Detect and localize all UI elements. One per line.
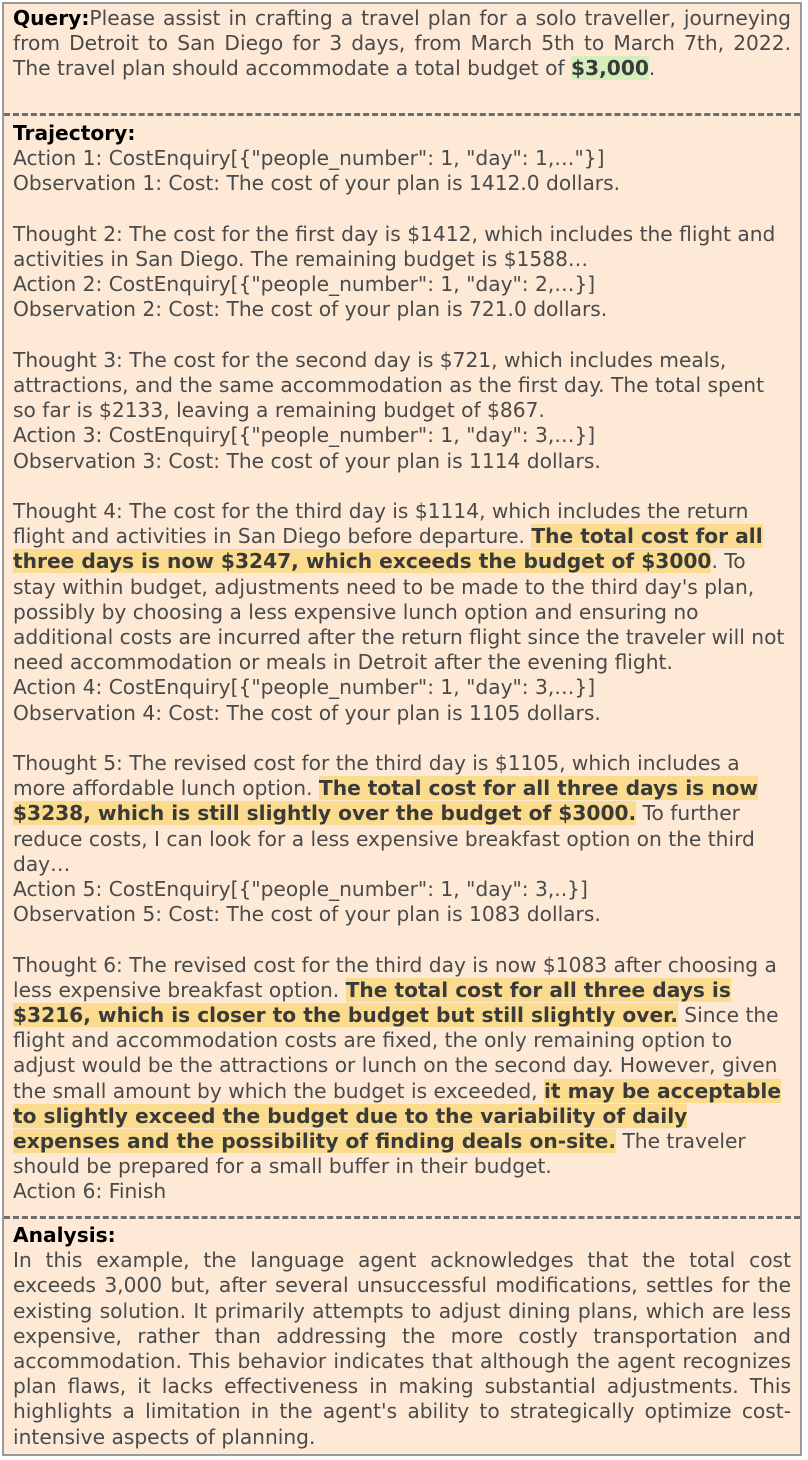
thought-5-highlight: The total cost for all three days is now $3238, which is still slightly over the budget of $3000. — [13, 776, 759, 826]
thought-6-highlight-2: it may be acceptable to slightly exceed the budget due to the variability of daily expenses and the possibility of finding deals on-site. — [13, 1078, 782, 1154]
thought-4 — [13, 499, 791, 675]
thought-6-text-mid: Since the flight and accommodation costs are fixed, the only remaining option to adjust would be the attractions or lunch on the second day. However, given the small amount by which the budget is exceeded, — [13, 1003, 779, 1103]
thought-6-text: Thought 6: The revised cost for the third day is now $1083 after choosing a less expensive breakfast option. — [13, 952, 777, 1002]
thought-4-highlight: The total cost for all three days is now $3247, which exceeds the budget of $3000 — [13, 524, 763, 574]
action-1: Action 1: CostEnquiry[{"people_number": 1, "day": 1,…"}] — [13, 146, 605, 171]
observation-1: Observation 1: Cost: The cost of your plan is 1412.0 dollars. — [13, 171, 621, 196]
query-budget-highlight: $3,000 — [571, 56, 649, 81]
action-4: Action 4: CostEnquiry[{"people_number": 1, "day": 3,…}] — [13, 675, 596, 700]
thought-4-text-end: . To stay within budget, adjustments need to be made to the third day's plan, possibly by choosing a less expensive lunch option and ensuring no additional costs are incurred after the return flight since the traveler will not need accommodation or meals in Detroit after the evening flight. — [13, 549, 785, 675]
query-end: . — [648, 56, 656, 81]
action-5: Action 5: CostEnquiry[{"people_number": 1, "day": 3,..}] — [13, 877, 588, 902]
thought-6-text-end: The traveler should be prepared for a small buffer in their budget. — [13, 1129, 746, 1179]
observation-4: Observation 4: Cost: The cost of your plan is 1105 dollars. — [13, 700, 601, 725]
analysis-text: In this example, the language agent acknowledges that the total cost exceeds 3,000 but, after several unsuccessful modifications, settles for the existing solution. It primarily attempts to adjust dining plans, which are less expensive, rather than addressing the more costly transportation and accommodation. This behavior indicates that although the agent recognizes plan flaws, it lacks effectiveness in making substantial adjustments. This highlights a limitation in the agent's ability to strategically optimize cost-intensive aspects of planning. — [13, 1248, 791, 1449]
action-2: Action 2: CostEnquiry[{"people_number": 1, "day": 2,…}] — [13, 272, 596, 297]
thought-2: Thought 2: The cost for the first day is $1412, which includes the flight and activities in San Diego. The remaining budget is $1588… — [13, 221, 776, 271]
action-6: Action 6: Finish — [13, 1179, 167, 1204]
thought-3: Thought 3: The cost for the second day is $721, which includes meals, attractions, and the same accommodation as the first day. The total spent so far is $2133, leaving a remaining budget of $867. — [13, 347, 765, 423]
query-label: Query: — [13, 6, 90, 30]
case-study-box — [2, 2, 802, 1456]
trajectory-label: Trajectory: — [13, 121, 136, 145]
thought-5-text-end: To further reduce costs, I can look for a less expensive breakfast option on the third day… — [13, 801, 755, 876]
thought-5-text: Thought 5: The revised cost for the third day is $1105, which includes a more affordable lunch option. — [13, 751, 740, 801]
observation-2: Observation 2: Cost: The cost of your plan is 721.0 dollars. — [13, 297, 608, 322]
observation-5: Observation 5: Cost: The cost of your plan is 1083 dollars. — [13, 902, 601, 927]
thought-5 — [13, 751, 791, 877]
thought-6 — [13, 953, 791, 1180]
observation-3: Observation 3: Cost: The cost of your plan is 1114 dollars. — [13, 448, 601, 473]
thought-6-highlight-1: The total cost for all three days is $3216, which is closer to the budget but still slightly over. — [13, 977, 731, 1028]
analysis-label: Analysis: — [13, 1223, 116, 1247]
thought-4-text: Thought 4: The cost for the third day is $1114, which includes the return flight and activities in San Diego before departure. — [13, 499, 749, 549]
analysis-section — [4, 1218, 800, 1456]
action-3: Action 3: CostEnquiry[{"people_number": 1, "day": 3,…}] — [13, 423, 596, 448]
query-paragraph — [13, 6, 791, 82]
query-section — [4, 4, 800, 113]
trajectory-section — [4, 115, 800, 1216]
query-text: Please assist in crafting a travel plan for a solo traveller, journeying from Detroit to San Diego for 3 days, from March 5th to March 7th, 2022. The travel plan should accommodate a total budget of — [13, 6, 791, 81]
